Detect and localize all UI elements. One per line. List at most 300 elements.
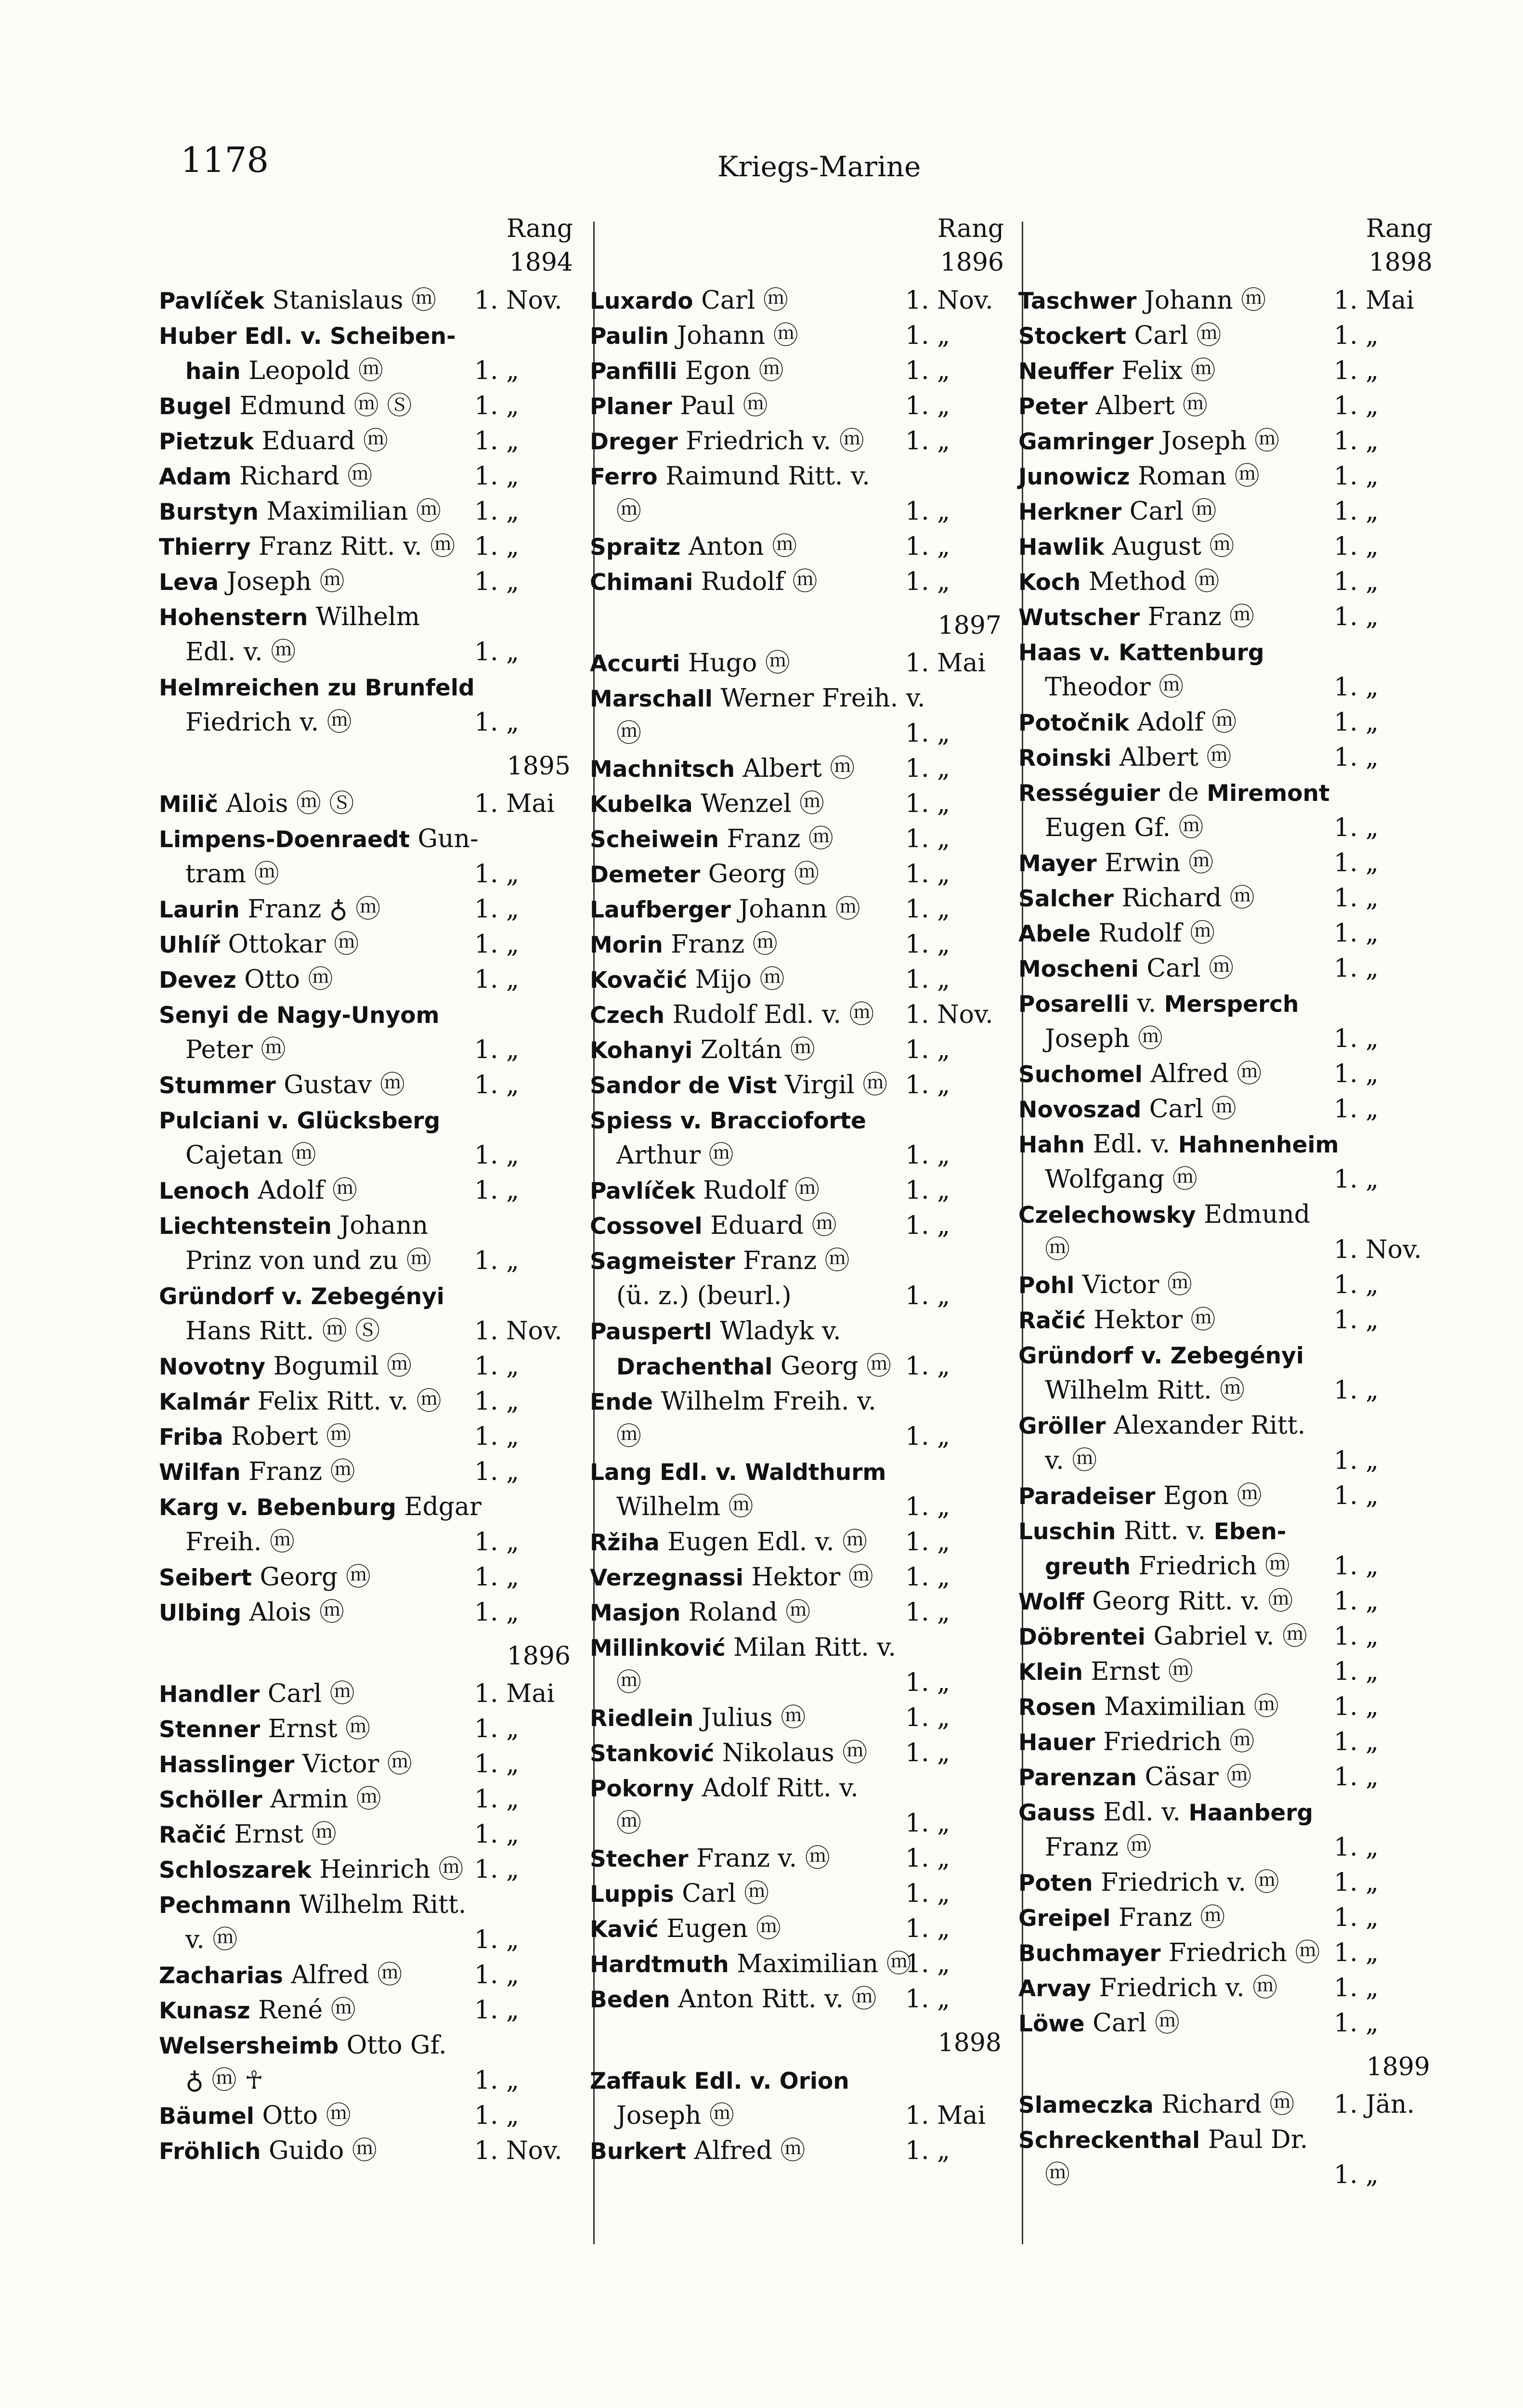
surname: Stockert — [1018, 323, 1126, 350]
surname: Schreckenthal — [1018, 2127, 1200, 2154]
entry-name — [590, 2133, 805, 2169]
entry-name — [590, 2063, 849, 2099]
entry-name — [590, 1841, 830, 1877]
rank-date: 1. „ — [1334, 1552, 1379, 1581]
surname: Seibert — [159, 1565, 252, 1591]
rank-date: 1. „ — [474, 532, 520, 561]
entry-name — [185, 1138, 316, 1174]
given-name: Rudolf ⓜ — [693, 567, 818, 596]
rank-date: 1. „ — [474, 1785, 520, 1814]
rank-date: 1. „ — [474, 1563, 520, 1592]
rank-date: 1. „ — [474, 497, 520, 526]
surname: Leva — [159, 569, 219, 596]
roster-entry — [590, 1525, 1014, 1560]
entry-name — [590, 1454, 886, 1490]
surname: Pauspertl — [590, 1319, 712, 1345]
given-name: Erwin ⓜ — [1096, 849, 1214, 877]
roster-entry — [159, 389, 583, 424]
rank-date: 1. „ — [474, 1457, 520, 1486]
surname: Ulbing — [159, 1600, 242, 1626]
given-name: ⓜ — [616, 1422, 642, 1451]
given-name: August ⓜ — [1104, 532, 1235, 561]
entry-name — [1018, 1338, 1304, 1374]
rank-date: 1. „ — [905, 1668, 950, 1697]
roster-entry — [159, 822, 583, 857]
roster-entry — [1018, 916, 1442, 951]
surname: Zaffauk Edl. v. Orion — [590, 2068, 849, 2094]
roster-entry — [590, 318, 1014, 353]
given-name: Georg ⓜ — [772, 1352, 892, 1381]
rank-date: 1. „ — [474, 1352, 520, 1381]
given-name: Arthur ⓜ — [616, 1141, 734, 1170]
surname: Gründorf v. Zebegényi — [1018, 1343, 1304, 1369]
surname: Accurti — [590, 651, 680, 677]
rank-date: 1. „ — [905, 1703, 950, 1732]
roster-entry — [159, 600, 583, 635]
entry-name — [1018, 1197, 1310, 1233]
surname: Verzegnassi — [590, 1565, 743, 1591]
rank-date: 1. „ — [1334, 1270, 1379, 1299]
rank-date: 1. „ — [474, 860, 520, 889]
given-name: Eugen Edl. v. ⓜ — [659, 1528, 868, 1557]
entry-name — [1018, 1936, 1320, 1971]
surname: Ende — [590, 1389, 653, 1415]
given-name: Edmund ⓜ Ⓢ — [231, 392, 412, 420]
entry-continuation — [159, 2063, 583, 2098]
entry-name — [159, 1384, 442, 1420]
surname: Greipel — [1018, 1905, 1111, 1932]
surname: Döbrentei — [1018, 1624, 1146, 1650]
entry-name — [590, 1771, 859, 1806]
rank-date: 1. „ — [1334, 919, 1379, 948]
rank-date: 1. „ — [905, 1598, 950, 1627]
roster-entry — [1018, 2122, 1442, 2158]
given-name: Edl. v. ⓜ — [185, 638, 296, 667]
given-name: Friedrich v. ⓜ — [1091, 1974, 1278, 2002]
roster-entry — [159, 1747, 583, 1782]
surname: Morin — [590, 932, 663, 958]
surname: Junowicz — [1018, 464, 1130, 490]
rank-date: 1. „ — [905, 1563, 950, 1592]
roster-entry — [1018, 318, 1442, 353]
entry-continuation — [1018, 2158, 1442, 2193]
given-name: Anton Ritt. v. ⓜ — [670, 1985, 877, 2014]
rank-date: 1. „ — [474, 1598, 520, 1627]
entry-name — [1018, 1584, 1293, 1620]
given-name: Milan Ritt. v. — [725, 1633, 897, 1662]
year-heading — [590, 600, 1014, 646]
rang-label: Rang — [1366, 214, 1432, 243]
roster-entry — [1018, 1197, 1442, 1232]
roster-entry — [1018, 424, 1442, 459]
given-name: Otto ⓜ — [254, 2101, 351, 2130]
rank-date: 1. „ — [905, 789, 950, 818]
given-name: Wolfgang ⓜ — [1045, 1165, 1198, 1194]
roster-entry — [1018, 1725, 1442, 1760]
surname: Bugel — [159, 393, 232, 420]
entry-name — [1045, 1443, 1097, 1479]
rank-date: 1. „ — [1334, 2009, 1379, 2038]
entry-continuation — [159, 1314, 583, 1349]
given-name: Edl. v. — [1095, 1798, 1189, 1827]
entry-name — [590, 529, 797, 565]
surname: Czelechowsky — [1018, 1202, 1196, 1229]
surname: Hahn — [1018, 1132, 1085, 1158]
given-name: Leopold ⓜ — [240, 356, 383, 385]
surname: Panfilli — [590, 358, 677, 385]
surname: Spiess v. Braccioforte — [590, 1108, 866, 1134]
entry-continuation — [159, 353, 583, 389]
surname: Zacharias — [159, 1963, 283, 1989]
surname: Sandor de Vist — [590, 1073, 777, 1099]
surname: Kohanyi — [590, 1037, 693, 1064]
rank-date: 1. „ — [474, 1071, 520, 1099]
given-name: Wilhelm — [308, 602, 420, 631]
entry-name — [1018, 635, 1264, 670]
given-name: Freih. ⓜ — [185, 1528, 295, 1557]
entry-name — [590, 962, 784, 998]
surname: Huber Edl. v. Scheiben- — [159, 323, 456, 350]
rank-date: 1. „ — [1334, 1763, 1379, 1792]
entry-name — [1018, 424, 1279, 459]
surname: Pavlíček — [159, 288, 264, 314]
roster-entry — [590, 529, 1014, 564]
roster-entry — [590, 751, 1014, 786]
entry-continuation — [590, 2098, 1014, 2133]
rank-date: 1. „ — [1334, 1024, 1379, 1053]
entry-name — [159, 1676, 355, 1712]
entry-name — [159, 1595, 344, 1631]
rang-heading — [1018, 212, 1442, 283]
entry-name — [590, 1525, 867, 1560]
entry-name — [590, 1630, 896, 1666]
roster-entry — [1018, 1936, 1442, 1971]
rank-date: 1. „ — [905, 1035, 950, 1064]
surname: Beden — [590, 1987, 670, 2013]
surname: Riedlein — [590, 1705, 694, 1732]
given-name: Robert ⓜ — [223, 1422, 351, 1451]
roster-entry — [159, 283, 583, 318]
entry-name — [159, 670, 475, 706]
rank-date: 1. „ — [905, 1176, 950, 1205]
given-name: Cajetan ⓜ — [185, 1141, 316, 1170]
entry-continuation — [1018, 1232, 1442, 1268]
rank-date: 1. „ — [474, 392, 520, 420]
rank-date: 1. „ — [474, 1996, 520, 2025]
entry-name — [1018, 1725, 1254, 1760]
given-name: Joseph ⓜ — [219, 567, 345, 596]
rank-date: 1. „ — [905, 1492, 950, 1521]
entry-continuation — [1018, 1373, 1442, 1408]
given-name: Georg ⓜ — [700, 860, 820, 889]
surname: Laurin — [159, 897, 240, 923]
given-name: Joseph ⓜ — [1153, 427, 1280, 456]
roster-entry — [590, 1384, 1014, 1419]
given-name: Carl ⓜ — [1121, 497, 1217, 526]
given-name: Johann ⓜ — [730, 895, 860, 924]
year-heading — [1018, 2041, 1442, 2087]
entry-name — [159, 1958, 402, 1993]
surname: Luxardo — [590, 288, 693, 314]
entry-name — [1018, 1127, 1339, 1163]
rank-date: 1. „ — [474, 708, 520, 737]
roster-entry — [1018, 600, 1442, 635]
surname: Moscheni — [1018, 956, 1139, 982]
surname: Planer — [590, 393, 672, 420]
given-name: Alfred ⓜ — [283, 1961, 403, 1989]
roster-entry — [159, 529, 583, 564]
roster-entry — [1018, 1479, 1442, 1514]
roster-entry — [590, 1173, 1014, 1208]
given-name: Felix Ritt. v. ⓜ — [249, 1387, 442, 1416]
roster-entry — [590, 1630, 1014, 1665]
entry-name — [159, 1782, 381, 1818]
surname: Mayer — [1018, 851, 1097, 877]
surname: Parenzan — [1018, 1765, 1137, 1791]
surname: Chimani — [590, 569, 693, 596]
entry-name — [159, 962, 333, 998]
given-name: Wilhelm Freih. v. — [653, 1387, 876, 1416]
entry-name — [185, 857, 279, 892]
surname: Lang Edl. v. Waldthurm — [590, 1459, 886, 1486]
given-name: Edgar — [396, 1492, 482, 1521]
surname: Abele — [1018, 921, 1091, 947]
surname: Rességuier — [1018, 780, 1160, 807]
roster-entry — [590, 786, 1014, 822]
given-name: Werner Freih. v. — [712, 684, 925, 713]
rank-date: 1. „ — [474, 895, 520, 924]
surname-part: Mersperch — [1164, 991, 1299, 1018]
entry-name — [616, 1419, 641, 1455]
given-name: ♁ ⓜ ☥ — [185, 2066, 263, 2095]
given-name: Friedrich v. ⓜ — [677, 427, 864, 456]
entry-name — [1018, 2087, 1294, 2123]
rank-date: 1. „ — [905, 1739, 950, 1767]
entry-name — [159, 1454, 355, 1490]
rank-date: 1. „ — [474, 462, 520, 491]
entry-name — [185, 1243, 431, 1279]
surname: Gründorf v. Zebegényi — [159, 1283, 444, 1310]
roster-entry — [1018, 459, 1442, 494]
rank-date: 1. „ — [1334, 1446, 1379, 1475]
given-name: Gustav ⓜ — [275, 1071, 405, 1099]
rank-date: 1. Jän. — [1334, 2090, 1415, 2119]
entry-name — [159, 600, 420, 635]
roster-entry — [159, 1817, 583, 1852]
given-name: Raimund Ritt. v. — [657, 462, 870, 491]
roster-entry — [590, 2133, 1014, 2169]
surname: hain — [185, 358, 241, 385]
rank-date: 1. „ — [905, 1422, 950, 1451]
rang-year: 1896 — [940, 248, 1004, 277]
surname: Schöller — [159, 1787, 262, 1813]
roster-entry — [1018, 353, 1442, 389]
rang-label: Rang — [506, 214, 573, 243]
given-name: Hans Ritt. ⓜ Ⓢ — [185, 1317, 380, 1346]
entry-name — [159, 1419, 351, 1455]
given-name: v. ⓜ — [1045, 1446, 1097, 1475]
entry-name — [1018, 1057, 1262, 1092]
given-name: Alois ⓜ — [241, 1598, 345, 1627]
entry-name — [1018, 1408, 1305, 1444]
roster-entry — [159, 1384, 583, 1419]
given-name: Heinrich ⓜ — [311, 1855, 464, 1884]
entry-name — [159, 459, 372, 495]
entry-name — [159, 1279, 444, 1314]
entry-name — [159, 1490, 482, 1525]
rang-heading — [590, 212, 1014, 283]
roster-entry — [1018, 1971, 1442, 2006]
given-name: Joseph ⓜ — [616, 2101, 734, 2130]
rank-date: 1. „ — [1334, 1587, 1379, 1616]
given-name: Wilhelm Ritt. — [291, 1890, 467, 1919]
given-name: Friedrich ⓜ — [1095, 1727, 1255, 1756]
roster-entry — [590, 1454, 1014, 1490]
entry-name — [590, 1982, 876, 2017]
roster-entry — [590, 681, 1014, 716]
entry-name — [159, 494, 441, 530]
given-name: Bogumil ⓜ — [265, 1352, 412, 1381]
surname: Schloszarek — [159, 1857, 312, 1884]
given-name: tram ⓜ — [185, 860, 279, 889]
surname: Taschwer — [1018, 288, 1137, 314]
given-name: Otto Gf. — [338, 2031, 447, 2060]
entry-name — [159, 1560, 371, 1596]
rank-date: 1. „ — [474, 1714, 520, 1743]
roster-entry — [1018, 951, 1442, 986]
given-name: (ü. z.) (beurl.) — [616, 1282, 792, 1310]
roster-entry — [1018, 1900, 1442, 1936]
entry-name — [1018, 705, 1237, 741]
surname: Wolff — [1018, 1589, 1084, 1615]
entry-name — [590, 1560, 873, 1596]
entry-name — [1045, 1830, 1151, 1866]
surname: Marschall — [590, 686, 713, 712]
surname: Demeter — [590, 862, 701, 888]
entry-name — [1018, 846, 1213, 881]
entry-continuation — [159, 635, 583, 670]
rank-date: 1. „ — [1334, 743, 1379, 772]
entry-name — [159, 1349, 412, 1385]
surname: Thierry — [159, 534, 251, 561]
surname: Arvay — [1018, 1976, 1092, 2002]
surname: Sagmeister — [590, 1248, 735, 1275]
given-name: Albert ⓜ — [735, 754, 855, 783]
given-name: Julius ⓜ — [693, 1703, 806, 1732]
roster-entry — [159, 1676, 583, 1712]
rank-date: 1. Mai — [474, 1679, 555, 1708]
entry-name — [1018, 1479, 1262, 1514]
entry-name — [616, 1665, 641, 1701]
roster-entry — [590, 1841, 1014, 1876]
rank-date: 1. „ — [474, 1246, 520, 1275]
rank-date: 1. „ — [474, 567, 520, 596]
surname: Haas v. Kattenburg — [1018, 640, 1264, 666]
given-name: Adolf ⓜ — [249, 1176, 357, 1205]
entry-continuation — [590, 1138, 1014, 1173]
roster-entry — [590, 389, 1014, 424]
given-name: Eugen ⓜ — [658, 1914, 781, 1943]
entry-name — [590, 1068, 887, 1103]
rank-date: 1. Mai — [1334, 286, 1415, 315]
roster-entry — [590, 1876, 1014, 1911]
roster-entry — [1018, 1689, 1442, 1725]
roster-entry — [159, 1419, 583, 1454]
entry-name — [590, 1243, 850, 1279]
surname: Stenner — [159, 1716, 260, 1743]
entry-name — [590, 751, 855, 787]
rank-date: 1. „ — [905, 356, 950, 385]
entry-name — [159, 389, 412, 424]
surname: Suchomel — [1018, 1061, 1143, 1088]
given-name: Johann ⓜ — [1136, 286, 1266, 315]
given-name: Edl. v. — [1084, 1130, 1178, 1159]
surname: Paradeiser — [1018, 1483, 1156, 1510]
given-name: Maximilian ⓜ — [259, 497, 441, 526]
entry-name — [159, 1993, 356, 2028]
entry-name — [1018, 1971, 1277, 2006]
entry-continuation — [590, 1490, 1014, 1525]
surname: Karg v. Bebenburg — [159, 1494, 396, 1521]
roster-entry — [1018, 2087, 1442, 2122]
entry-name — [159, 564, 345, 600]
rank-date: 1. „ — [1334, 497, 1379, 526]
surname: greuth — [1045, 1554, 1131, 1580]
given-name: Franz ⓜ — [240, 1457, 355, 1486]
entry-name — [1018, 564, 1219, 600]
given-name: Carl ⓜ — [1141, 1095, 1237, 1124]
entry-name — [1018, 1900, 1225, 1936]
roster-entry — [1018, 1584, 1442, 1619]
rank-date: 1. „ — [1334, 1868, 1379, 1897]
rank-date: 1. „ — [1334, 1938, 1379, 1967]
given-name: Eduard ⓜ — [253, 427, 388, 456]
given-name: Alexander Ritt. — [1106, 1411, 1306, 1440]
rank-date: 1. Nov. — [474, 286, 562, 315]
rank-date: 1. „ — [905, 754, 950, 783]
roster-entry — [1018, 1760, 1442, 1795]
entry-name — [1018, 459, 1260, 495]
given-name: Carl ⓜ — [1084, 2009, 1180, 2038]
entry-continuation — [590, 1806, 1014, 1841]
given-name: Victor ⓜ — [1074, 1270, 1192, 1299]
rank-date: 1. „ — [474, 1528, 520, 1557]
given-name: Armin ⓜ — [262, 1785, 381, 1814]
entry-name — [1018, 775, 1329, 811]
rank-date: 1. „ — [474, 2066, 520, 2095]
roster-entry — [590, 1314, 1014, 1349]
entry-name — [1045, 811, 1204, 846]
rank-date: 1. „ — [474, 965, 520, 994]
roster-entry — [590, 1595, 1014, 1630]
roster-entry — [159, 1490, 583, 1525]
roster-entry — [1018, 1514, 1442, 1549]
surname: Senyi de Nagy-Unyom — [159, 1002, 440, 1029]
year-heading — [159, 740, 583, 786]
given-name: de — [1160, 778, 1207, 807]
roster-entry — [159, 962, 583, 997]
surname: Hohenstern — [159, 604, 308, 631]
entry-name — [590, 857, 819, 892]
entry-name — [590, 822, 833, 857]
entry-name — [590, 1595, 810, 1631]
entry-name — [1018, 916, 1215, 952]
surname-part: Haanberg — [1188, 1800, 1314, 1826]
surname-part: Hahnenheim — [1178, 1132, 1339, 1158]
given-name: Joseph ⓜ — [1045, 1024, 1163, 1053]
rank-date: 1. „ — [1334, 462, 1379, 491]
rank-date: 1. „ — [474, 427, 520, 456]
